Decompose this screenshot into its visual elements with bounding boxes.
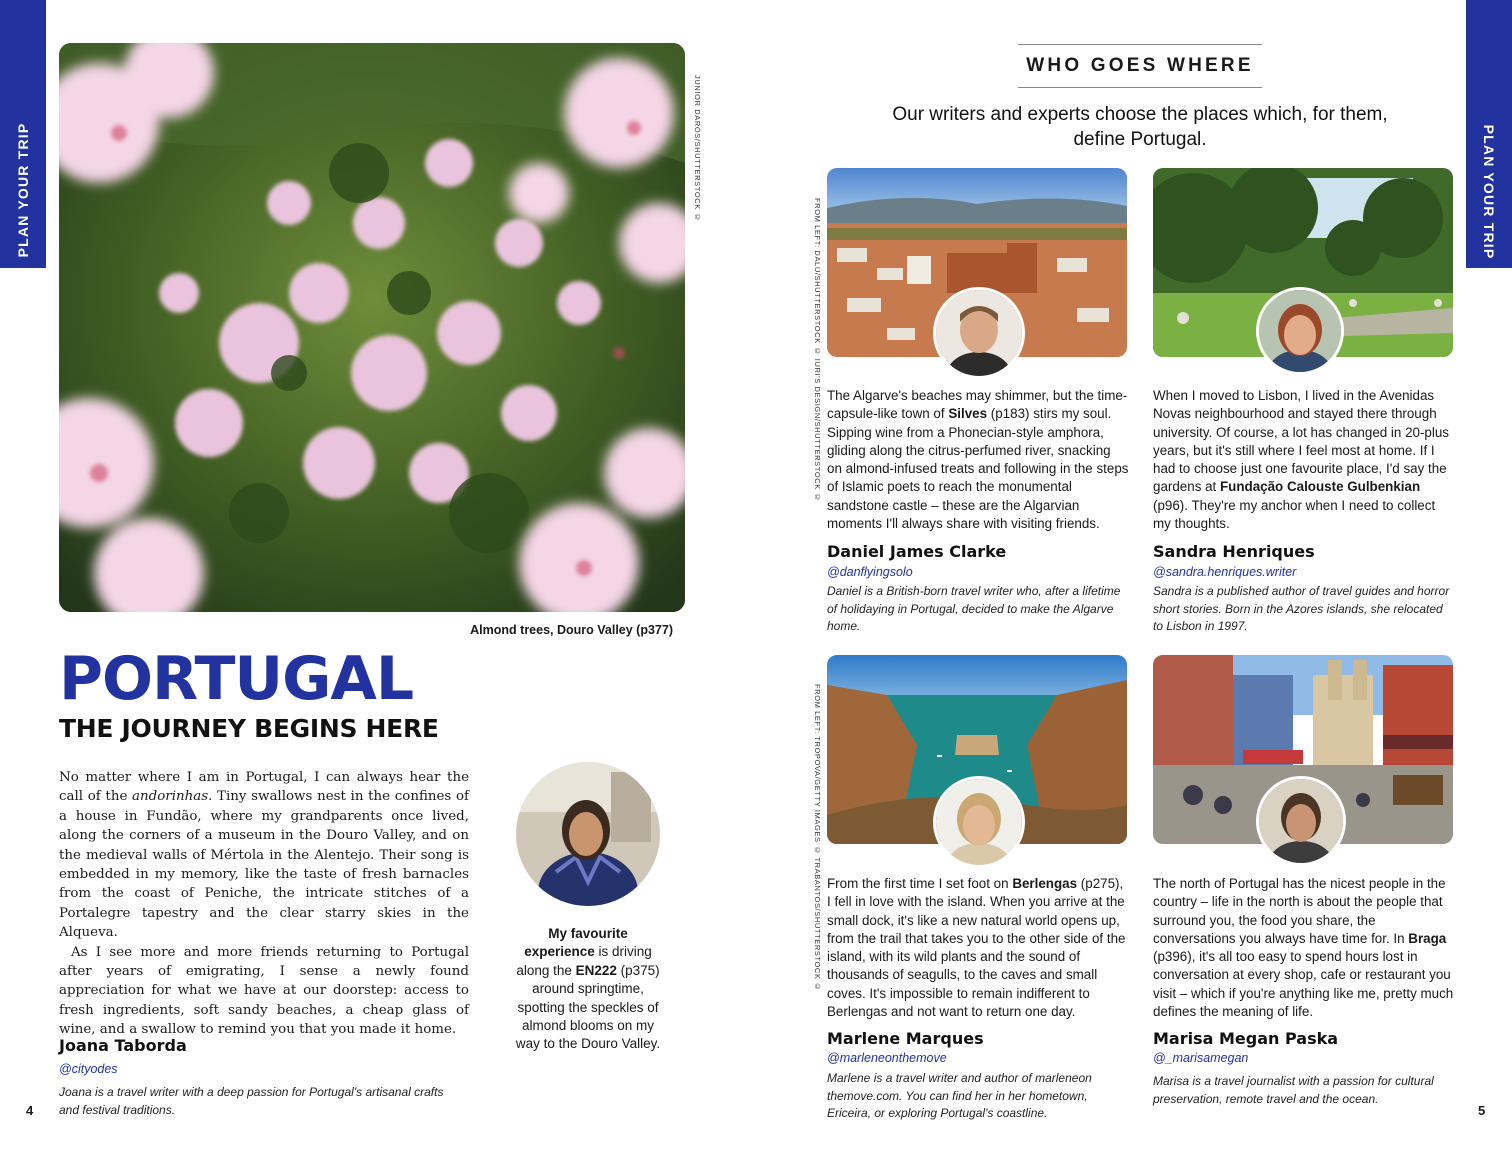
page-subtitle: THE JOURNEY BEGINS HERE bbox=[59, 714, 439, 743]
avatar-marlene bbox=[933, 776, 1025, 868]
author-name-marlene: Marlene Marques bbox=[827, 1029, 984, 1048]
author-bio-sandra: Sandra is a published author of travel guides and horror short stories. Born in the Azores islands, she relocated to Lisbon in 1997. bbox=[1153, 584, 1450, 633]
intro-paragraph-2: As I see more and more friends returning to Portugal after years of emigrating, I sense a newly found appreciation for what we have at our doorstep: access to fresh ingredients, soft sandy beaches, a cheap glass of wine, and a swallow to remind you that you made it home. bbox=[59, 944, 469, 1038]
hero-photo-credit: JUNIOR DAROS/SHUTTERSTOCK © bbox=[693, 75, 702, 223]
page-number-left: 4 bbox=[26, 1103, 34, 1118]
author-name-sandra: Sandra Henriques bbox=[1153, 542, 1315, 561]
card-text-berlengas: From the first time I set foot on Berlengas (p275), I fell in love with the island. When you arrive at the small dock, it's like a new natural world opens up, from the trail that takes you to the other side of the island, with its wild plants and the sound of thousands of seagulls, to the caves and small coves. It's impossible to remain indifferent to Berlengas and not want to return one day. bbox=[827, 876, 1126, 1020]
author-name-daniel: Daniel James Clarke bbox=[827, 542, 1007, 561]
side-tab-left bbox=[0, 0, 46, 268]
intro-paragraph-1: No matter where I am in Portugal, I can always hear the call of the andorinhas. Tiny swallows nest in the confines of a house in Fundão, where my grandparents once lived, along the corners of a museum in the Douro Valley, and on the medieval walls of Mértola in the Alentejo. Their song is embedded in my memory, like the taste of fresh barnacles from the coast of Peniche, the intricate stitches of a Portalegre tapestry and the clear starry skies in the Alqueva. bbox=[59, 770, 469, 941]
page-number-right: 5 bbox=[1478, 1103, 1486, 1118]
author-handle-joana[interactable]: @cityodes bbox=[59, 1062, 118, 1076]
favourite-experience: My favourite experience is driving along the EN222 (p375) around springtime, spotting the speckles of almond blooms on my way to the Douro Valley. bbox=[515, 926, 661, 1052]
author-handle-sandra[interactable]: @sandra.henriques.writer bbox=[1153, 565, 1297, 579]
avatar-marisa bbox=[1256, 776, 1346, 866]
photo-credit-bottom: FROM LEFT: TROPOVA/GETTY IMAGES © TRABANTOS/SHUTTERSTOCK © bbox=[813, 684, 822, 992]
card-text-gulbenkian: When I moved to Lisbon, I lived in the Avenidas Novas neighbourhood and stayed there through university. Of course, a lot has changed in 20-plus years, but it's still where I feel most at home. If I had to choose just one favourite place, I'd say the gardens at Fundação Calouste Gulbenkian (p96). They're my anchor when I need to collect my thoughts. bbox=[1153, 388, 1449, 532]
page-title: PORTUGAL bbox=[59, 644, 414, 714]
photo-credit-top: FROM LEFT: DALU/SHUTTERSTOCK © IURI'S DESIGN/SHUTTERSTOCK © bbox=[813, 198, 822, 503]
avatar-daniel bbox=[933, 287, 1025, 379]
author-bio-marisa: Marisa is a travel journalist with a passion for cultural preservation, remote travel and the ocean. bbox=[1153, 1074, 1434, 1106]
section-heading: WHO GOES WHERE bbox=[1018, 44, 1262, 88]
card-text-silves: The Algarve's beaches may shimmer, but the time-capsule-like town of Silves (p183) stirs my soul. Sipping wine from a Phonecian-style amphora, gliding along the citrus-perfumed river, snacking on almond-infused treats and following in the steps of Islamic poets to reach the monumental sandstone castle – these are the Algarvian moments I'll always share with visiting friends. bbox=[827, 388, 1129, 532]
author-bio-daniel: Daniel is a British-born travel writer who, after a lifetime of holidaying in Portugal, decided to make the Algarve home. bbox=[827, 584, 1121, 633]
side-tab-right-label: PLAN YOUR TRIP bbox=[1481, 124, 1497, 260]
hero-photo-caption: Almond trees, Douro Valley (p377) bbox=[470, 623, 673, 637]
section-intro: Our writers and experts choose the places which, for them, define Portugal. bbox=[892, 104, 1388, 150]
author-bio-joana: Joana is a travel writer with a deep passion for Portugal's artisanal crafts and festival traditions. bbox=[59, 1085, 444, 1117]
author-handle-marlene[interactable]: @marleneonthemove bbox=[827, 1051, 947, 1065]
author-handle-marisa[interactable]: @_marisamegan bbox=[1153, 1051, 1249, 1065]
hero-photo-almond-trees bbox=[59, 43, 685, 612]
author-name-joana: Joana Taborda bbox=[59, 1036, 187, 1055]
author-handle-daniel[interactable]: @danflyingsolo bbox=[827, 565, 913, 579]
avatar-joana bbox=[516, 762, 660, 906]
intro-text bbox=[59, 768, 469, 1040]
card-text-braga: The north of Portugal has the nicest people in the country – life in the north is about the people that surround you, the food you share, the conversations you always have time for. In Braga (p396), it's all too easy to spend hours lost in conversation at every shop, cafe or restaurant you visit – which if you're anything like me, pretty much defines the meaning of life. bbox=[1153, 876, 1454, 1020]
side-tab-right bbox=[1466, 0, 1512, 268]
author-name-marisa: Marisa Megan Paska bbox=[1153, 1029, 1339, 1048]
avatar-sandra bbox=[1256, 287, 1344, 375]
side-tab-left-label: PLAN YOUR TRIP bbox=[15, 122, 31, 258]
author-bio-marlene: Marlene is a travel writer and author of marleneon themove.com. You can find her in her hometown, Ericeira, or exploring Portugal's coastline. bbox=[827, 1071, 1092, 1120]
